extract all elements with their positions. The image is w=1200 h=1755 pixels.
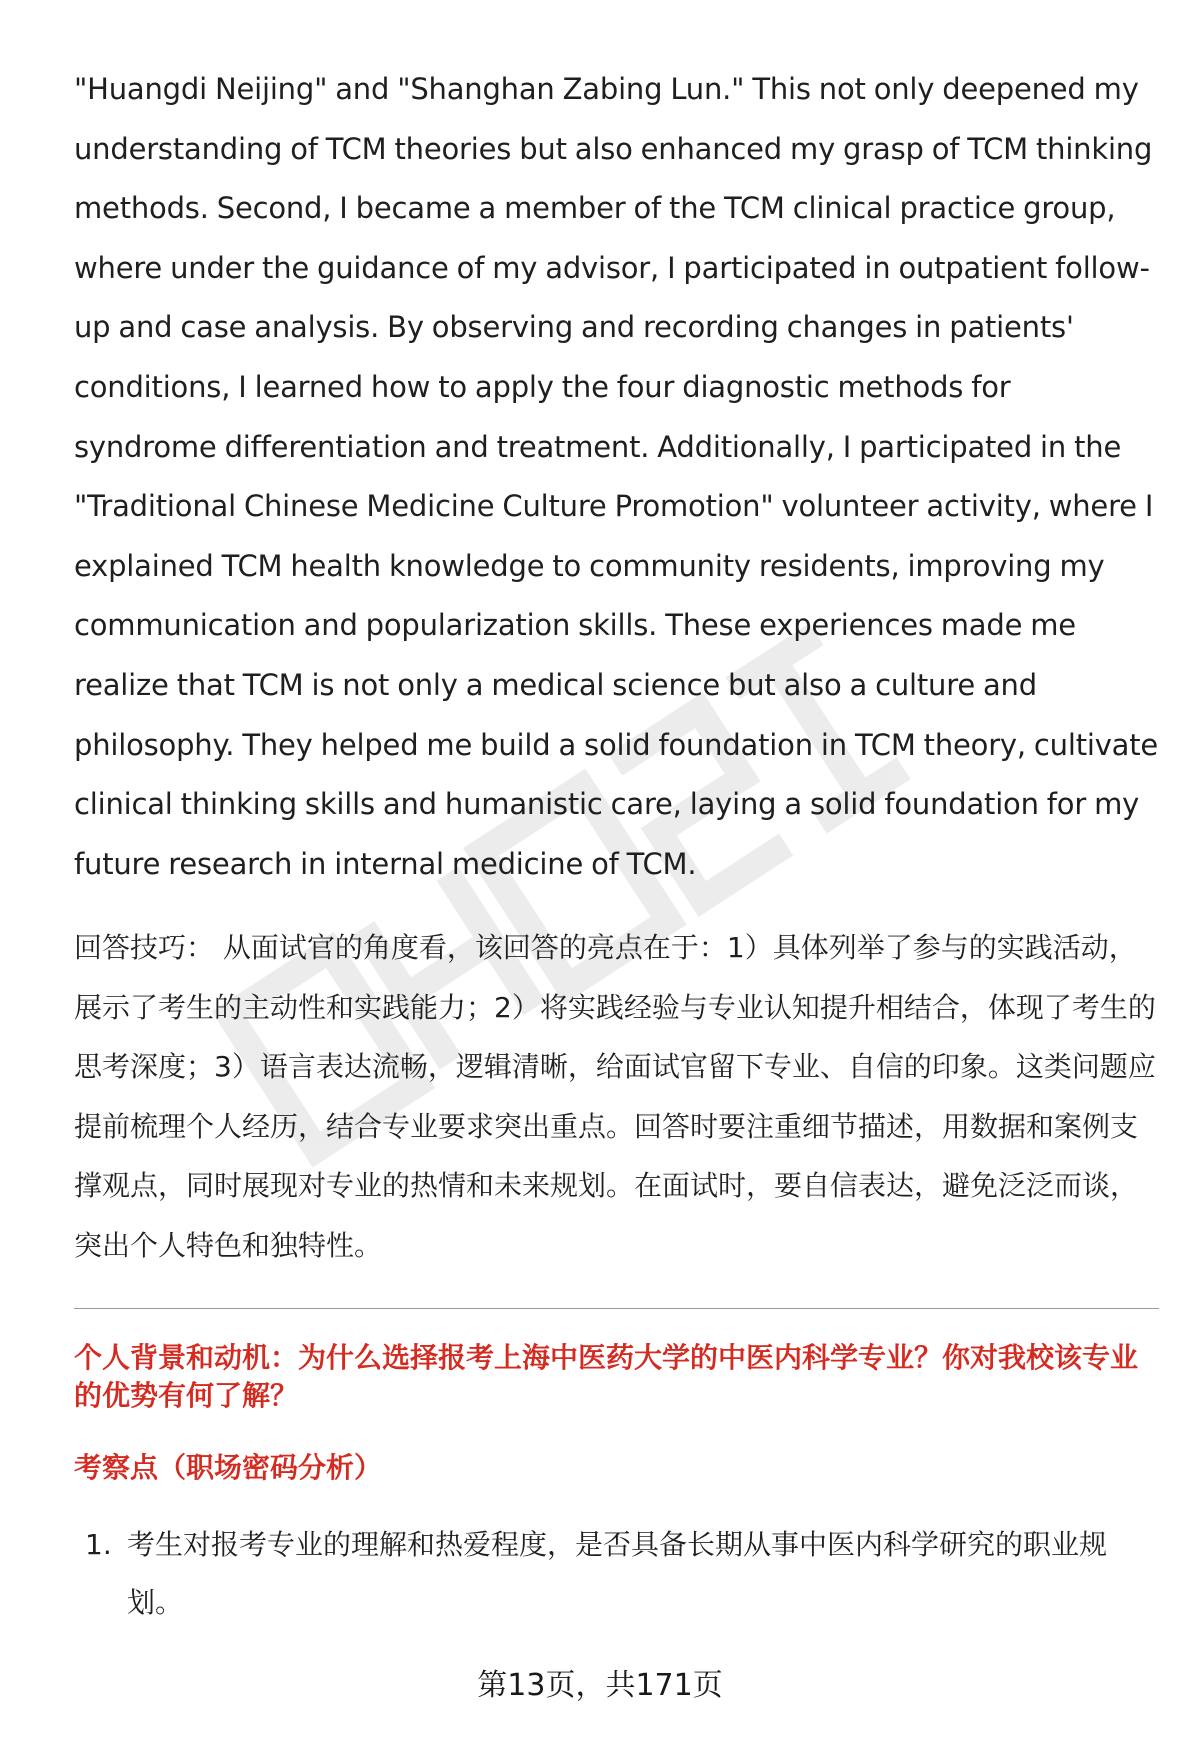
- answer-tips-paragraph: 回答技巧： 从面试官的角度看，该回答的亮点在于：1）具体列举了参与的实践活动，展示了考生的主动性和实践能力；2）将实践经验与专业认知提升相结合，体现了考生的思考深度；3）语言表达流畅，逻辑清晰，给面试官留下专业、自信的印象。这类问题应提前梳理个人经历，结合专业要求突出重点。回答时要注重细节描述，用数据和案例支撑观点，同时展现对专业的热情和未来规划。在面试时，要自信表达，避免泛泛而谈，突出个人特色和独特性。: [74, 931, 1156, 1262]
- page-number-footer: 第13页，共171页: [477, 1668, 723, 1703]
- section-divider: [74, 1308, 1159, 1309]
- list-item: [74, 1516, 1159, 1632]
- assessment-points-heading: 考察点（职场密码分析）: [74, 1451, 383, 1485]
- list-item-text: 考生对报考专业的理解和热爱程度，是否具备长期从事中医内科学研究的职业规划。: [127, 1528, 1108, 1620]
- list-item-number: 1.: [85, 1528, 112, 1562]
- main-content: [74, 60, 1159, 1632]
- question-heading: 个人背景和动机：为什么选择报考上海中医药大学的中医内科学专业？你对我校该专业的优势有何了解？: [74, 1341, 1139, 1413]
- english-answer-paragraph: "Huangdi Neijing" and "Shanghan Zabing Lun." This not only deepened my understanding of TCM theories but also enhanced my grasp of TCM thinking methods. Second, I became a member of the TCM clinical practice group, where under the guidance of my advisor, I participated in outpatient follow-up and case analysis. By observing and recording changes in patients' conditions, I learned how to apply the four diagnostic methods for syndrome differentiation and treatment. Additionally, I participated in the "Traditional Chinese Medicine Culture Promotion" volunteer activity, where I explained TCM health knowledge to community residents, improving my communication and popularization skills. These experiences made me realize that TCM is not only a medical science but also a culture and philosophy. They helped me build a solid foundation in TCM theory, cultivate clinical thinking skills and humanistic care, laying a solid foundation for my future research in internal medicine of TCM.: [74, 72, 1159, 881]
- assessment-points-list: [74, 1516, 1159, 1632]
